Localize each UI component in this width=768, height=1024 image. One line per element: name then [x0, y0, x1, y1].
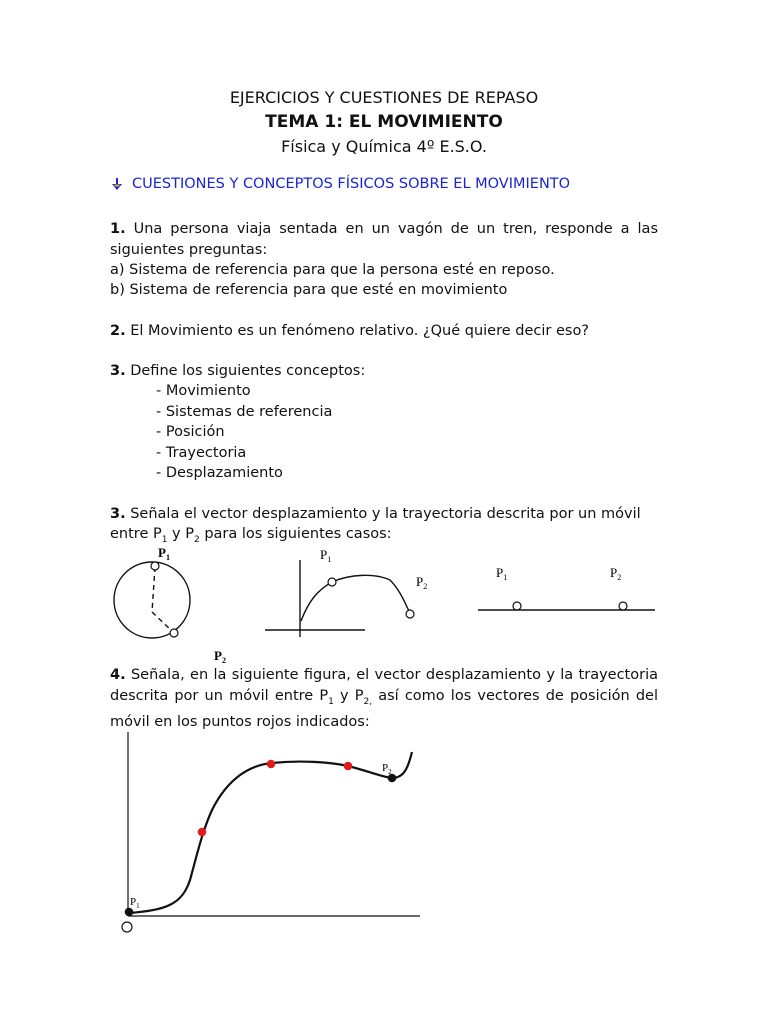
red-point: [267, 760, 276, 769]
question-3b-text: Señala el vector desplazamiento y la trayectoria descrita por un móvil: [130, 506, 641, 522]
question-3b-number: 3.: [110, 506, 126, 522]
p2-label: $P_2$: [382, 762, 392, 776]
straight-line-figure: [478, 565, 655, 610]
section-title: CUESTIONES Y CONCEPTOS FÍSICOS SOBRE EL MOVIMIENTO: [132, 176, 571, 192]
question-3b-line2: entre $P_1$ y $P_2$ para los siguientes casos:: [110, 526, 392, 545]
concept-item: - Movimiento: [156, 383, 251, 399]
axes-curve-figure: [265, 547, 427, 637]
question-3b-line1: [110, 504, 658, 525]
question-1-b: b) Sistema de referencia para que esté en movimiento: [110, 282, 508, 298]
question-4: 4. Señala, en la siguiente figura, el vector desplazamiento y la trayectoria descrita por un móvil entre $P_1$ y $P_{2,}$ así como los vectores de posición del móvil en los puntos rojos indicados:: [110, 667, 658, 730]
section-heading: [110, 176, 570, 192]
doc-title: EJERCICIOS Y CUESTIONES DE REPASO: [229, 88, 539, 107]
svg-text:P1: $P_1$: [320, 547, 332, 564]
question-3-number: 3.: [110, 363, 126, 379]
svg-text:P2: $P_2$: [416, 574, 428, 591]
question-1: [110, 219, 658, 260]
question-3-text: Define los siguientes conceptos:: [130, 363, 366, 379]
svg-text:P1: $P_1$: [496, 565, 508, 582]
svg-text:P2: $P_2$: [214, 648, 226, 665]
red-point: [344, 762, 353, 771]
question-4-figure: [0, 725, 768, 940]
origin-marker: [122, 922, 132, 932]
svg-text:P2: $P_2$: [610, 565, 622, 582]
question-1-number: 1.: [110, 221, 126, 237]
question-1-a: a) Sistema de referencia para que la persona esté en reposo.: [110, 262, 555, 278]
trajectory-curve: [130, 752, 412, 913]
question-3-figures: [0, 540, 768, 665]
p1-label: $P_1$: [130, 896, 140, 910]
arrow-bullet-icon: [110, 177, 124, 191]
concept-item: - Desplazamiento: [156, 465, 283, 481]
circle-figure: [114, 545, 226, 665]
svg-text:P1: $P_1$: [158, 545, 170, 562]
red-point: [198, 828, 207, 837]
question-2: [110, 321, 658, 342]
question-2-number: 2.: [110, 323, 126, 339]
doc-subject: Física y Química 4º E.S.O.: [281, 137, 487, 156]
concept-item: - Trayectoria: [156, 445, 247, 461]
concept-item: - Sistemas de referencia: [156, 404, 333, 420]
question-2-text: El Movimiento es un fenómeno relativo. ¿Qué quiere decir eso?: [130, 323, 590, 339]
p1-point: [125, 908, 134, 917]
question-3-define: [110, 361, 658, 382]
question-1-text: Una persona viaja sentada en un vagón de un tren, responde a las siguientes preguntas:: [110, 221, 658, 258]
question-4-number: 4.: [110, 667, 126, 683]
doc-topic: TEMA 1: EL MOVIMIENTO: [265, 112, 503, 132]
concept-item: - Posición: [156, 424, 225, 440]
